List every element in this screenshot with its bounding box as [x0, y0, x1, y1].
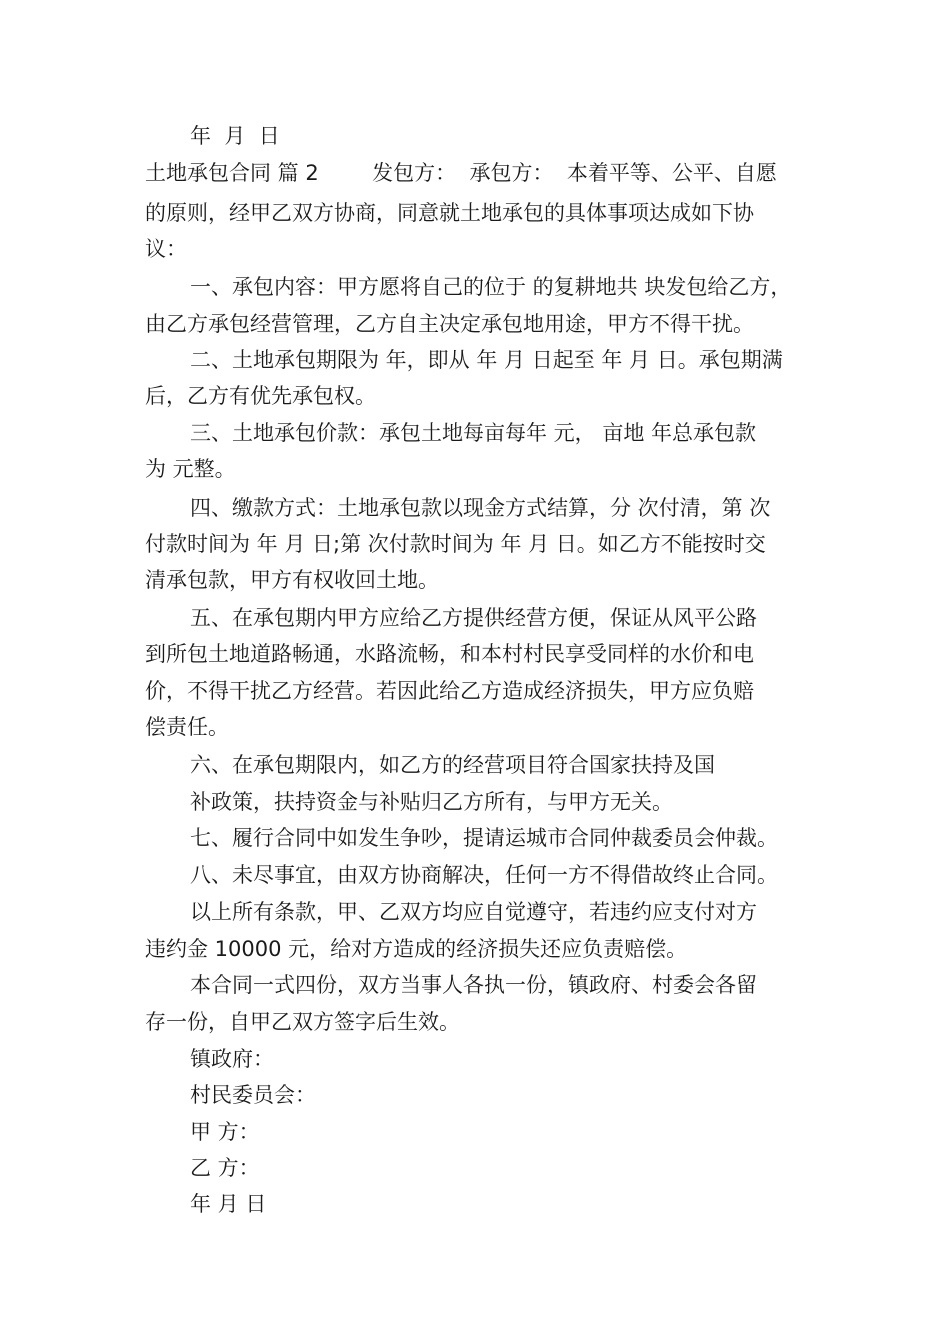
paragraph-line: 的原则，经甲乙双方协商，同意就土地承包的具体事项达成如下协 — [145, 201, 754, 225]
signature-party-a: 甲 方： — [190, 1120, 260, 1144]
paragraph-line: 到所包土地道路畅通，水路流畅，和本村村民享受同样的水价和电 — [145, 642, 754, 666]
clause-6-line: 六、在承包期限内，如乙方的经营项目符合国家扶持及国 — [190, 753, 715, 777]
clause-2-line: 二、土地承包期限为 年，即从 年 月 日起至 年 月 日。承包期满 — [190, 348, 783, 372]
paragraph-line: 后，乙方有优先承包权。 — [145, 384, 376, 408]
paragraph-line: 为 元整。 — [145, 457, 236, 481]
signature-village-committee: 村民委员会： — [190, 1083, 316, 1107]
paragraph-line: 由乙方承包经营管理，乙方自主决定承包地用途，甲方不得干扰。 — [145, 312, 754, 336]
clause-4-line: 四、缴款方式：土地承包款以现金方式结算，分 次付清，第 次 — [190, 496, 771, 520]
paragraph-line: 清承包款，甲方有权收回土地。 — [145, 568, 439, 592]
paragraph-line: 补政策，扶持资金与补贴归乙方所有，与甲方无关。 — [190, 790, 673, 814]
paragraph-line: 违约金 10000 元，给对方造成的经济损失还应负责赔偿。 — [145, 937, 688, 961]
penalty-clause-line: 以上所有条款，甲、乙双方均应自觉遵守，若违约应支付对方 — [190, 900, 757, 924]
clause-1-line: 一、承包内容：甲方愿将自己的位于 的复耕地共 块发包给乙方， — [190, 275, 792, 299]
paragraph-line: 付款时间为 年 月 日;第 次付款时间为 年 月 日。如乙方不能按时交 — [145, 532, 766, 556]
copies-clause-line: 本合同一式四份，双方当事人各执一份，镇政府、村委会各留 — [190, 973, 757, 997]
paragraph-line: 存一份，自甲乙双方签字后生效。 — [145, 1010, 460, 1034]
clause-8-line: 八、未尽事宜，由双方协商解决，任何一方不得借故终止合同。 — [190, 863, 778, 887]
date-line-bottom: 年 月 日 — [190, 1192, 267, 1216]
clause-3-line: 三、土地承包价款：承包土地每亩每年 元， 亩地 年总承包款 — [190, 421, 757, 445]
clause-5-line: 五、在承包期内甲方应给乙方提供经营方便，保证从风平公路 — [190, 606, 757, 630]
contract-heading-line: 土地承包合同 篇 2 发包方： 承包方： 本着平等、公平、自愿 — [145, 161, 777, 185]
signature-town-government: 镇政府： — [190, 1047, 274, 1071]
paragraph-line: 偿责任。 — [145, 715, 229, 739]
paragraph-line: 议： — [145, 237, 187, 261]
paragraph-line: 价，不得干扰乙方经营。若因此给乙方造成经济损失，甲方应负赔 — [145, 679, 754, 703]
clause-7-line: 七、履行合同中如发生争吵，提请运城市合同仲裁委员会仲裁。 — [190, 826, 778, 850]
signature-party-b: 乙 方： — [190, 1156, 260, 1180]
date-line-top: 年 月 日 — [190, 124, 280, 148]
